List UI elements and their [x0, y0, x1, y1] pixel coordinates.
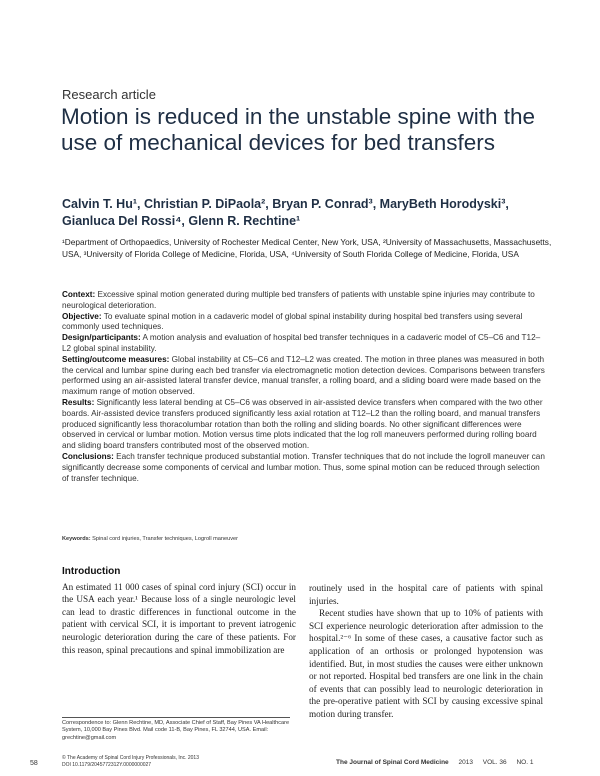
- journal-year: 2013: [458, 759, 473, 766]
- footnote-divider: [62, 717, 290, 718]
- keywords: Keywords: Spinal cord injuries, Transfer techniques, Logroll maneuver: [62, 536, 238, 542]
- author-list: Calvin T. Hu¹, Christian P. DiPaola², Bryan P. Conrad³, MaryBeth Horodyski³, Gianluca Del Rossi⁴, Glenn R. Rechtine¹: [62, 197, 509, 228]
- affiliations: ¹Department of Orthopaedics, University of Rochester Medical Center, New York, USA, ²University of Massachusetts, Massachusetts, USA, ³University of Florida College of Medicine, Florida, USA, ⁴University of South Florida College of Medicine, Florida, USA: [62, 237, 552, 259]
- journal-volume: VOL. 36: [482, 759, 507, 766]
- abstract-setting: Setting/outcome measures: Global instability at C5–C6 and T12–L2 was created. The motion in three planes was measured in both the cervical and lumbar spine during each bed transfer via electromagnetic motion detection devices. Comparisons between transfers performed using an air-assisted lateral transfer device, manual transfer, a rolling board, and a sliding board were made based on the maximum range of motion observed.: [62, 354, 545, 397]
- abstract: [62, 290, 546, 484]
- article-type: Research article: [62, 87, 156, 102]
- abstract-objective: Objective: To evaluate spinal motion in a cadaveric model of global spinal instability during hospital bed transfers using several commonly used techniques.: [62, 311, 523, 332]
- abstract-context: Context: Excessive spinal motion generated during multiple bed transfers of patients with unstable spine injuries may contribute to neurological deterioration.: [62, 290, 535, 310]
- footer-journal: [336, 759, 541, 766]
- correspondence-note: Correspondence to: Glenn Rechtine, MD, Associate Chief of Staff, Bay Pines VA Healthcare System, 10,000 Bay Pines Blvd. Mail code 11-B, Bay Pines, FL 32744, USA. Email: grechtine@gmail.com: [62, 720, 290, 741]
- body-column-left: [62, 566, 296, 656]
- abstract-conclusions: Conclusions: Each transfer technique produced substantial motion. Transfer techniques that do not include the logroll maneuver can significantly decrease some components of cervical and lumbar motion. Thus, some spinal motion can be reduced through selection of transfer technique.: [62, 451, 545, 483]
- page-number: 58: [30, 760, 38, 767]
- footer-copyright: [62, 755, 199, 769]
- journal-issue: NO. 1: [516, 759, 534, 766]
- section-heading-introduction: Introduction: [62, 566, 121, 577]
- copyright-line: © The Academy of Spinal Cord Injury Professionals, Inc. 2013: [62, 755, 199, 761]
- intro-paragraph-1: An estimated 11 000 cases of spinal cord injury (SCI) occur in the USA each year.¹ Because loss of a single neurologic level can lead to drastic differences in functional outcome in the patient with cervical SCI, it is important to prevent iatrogenic neurologic deterioration during the care of these patients. For this reason, spinal precautions and spinal immobilization are: [62, 581, 296, 655]
- abstract-results: Results: Significantly less lateral bending at C5–C6 was observed in air-assisted device transfers when compared with the two other boards. Air-assisted device transfers produced significantly less axial rotation at T12–L2 than the rolling board, and manual transfers produced significantly less thoracolumbar rotation than both the rolling and sliding boards. No other significant differences were observed in cervical or lumbar motion. Motion versus time plots indicated that the log roll maneuvers performed during rolling board and sliding board transfers contributed most of the observed motion.: [62, 397, 543, 451]
- article-title: Motion is reduced in the unstable spine with the use of mechanical devices for bed transfers: [61, 104, 536, 155]
- intro-paragraph-2: Recent studies have shown that up to 10% of patients with SCI experience neurologic deterioration after admission to the hospital.²⁻⁶ In some of these cases, a causative factor such as application of an orthosis or prolonged hypotension was identified. But, in most studies the causes were either unknown or not reported. Hospital bed transfers are one link in the chain of events that can possibly lead to neurologic deterioration in the pre-operative patient with SCI by causing excessive spinal motion during transfer.: [309, 608, 543, 719]
- intro-paragraph-1-continued: routinely used in the hospital care of patients with spinal injuries.: [309, 583, 543, 606]
- body-column-right: [309, 582, 543, 721]
- doi-line: DOI 10.1179/2045772312Y.0000000027: [62, 762, 152, 768]
- journal-name: The Journal of Spinal Cord Medicine: [336, 759, 449, 766]
- abstract-design: Design/participants: A motion analysis and evaluation of hospital bed transfer techniques in a cadaveric model of C5–C6 and T12–L2 global spinal instability.: [62, 333, 541, 353]
